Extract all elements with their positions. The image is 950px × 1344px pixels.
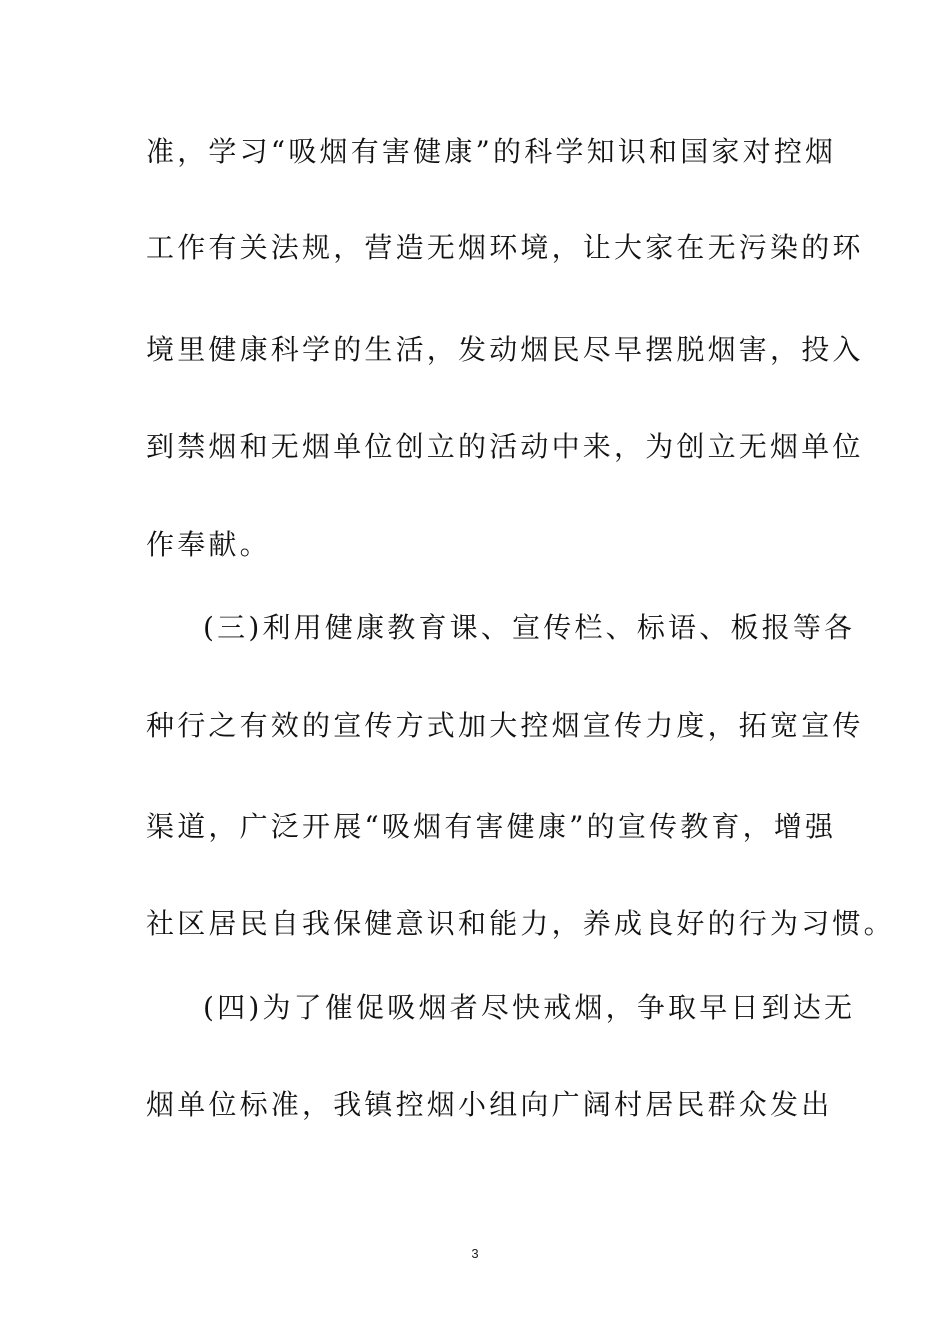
- body-text-line: 境里健康科学的生活，发动烟民尽早摆脱烟害，投入: [146, 333, 864, 366]
- body-text-line: 种行之有效的宣传方式加大控烟宣传力度，拓宽宣传: [146, 709, 864, 742]
- page-number: 3: [471, 1246, 479, 1261]
- body-text-line: 渠道，广泛开展“吸烟有害健康”的宣传教育，增强: [146, 810, 837, 843]
- body-text-line: 烟单位标准，我镇控烟小组向广阔村居民群众发出: [146, 1088, 833, 1121]
- body-text-line: 准，学习“吸烟有害健康”的科学知识和国家对控烟: [146, 135, 837, 168]
- body-text-line: 到禁烟和无烟单位创立的活动中来，为创立无烟单位: [146, 430, 864, 463]
- body-text-line: 工作有关法规，营造无烟环境，让大家在无污染的环: [146, 231, 864, 264]
- paragraph-start-line: (四)为了催促吸烟者尽快戒烟，争取早日到达无: [203, 991, 856, 1024]
- body-text-line: 作奉献。: [146, 528, 271, 561]
- body-text-line: 社区居民自我保健意识和能力，养成良好的行为习惯。: [146, 907, 895, 940]
- paragraph-start-line: (三)利用健康教育课、宣传栏、标语、板报等各: [203, 611, 856, 644]
